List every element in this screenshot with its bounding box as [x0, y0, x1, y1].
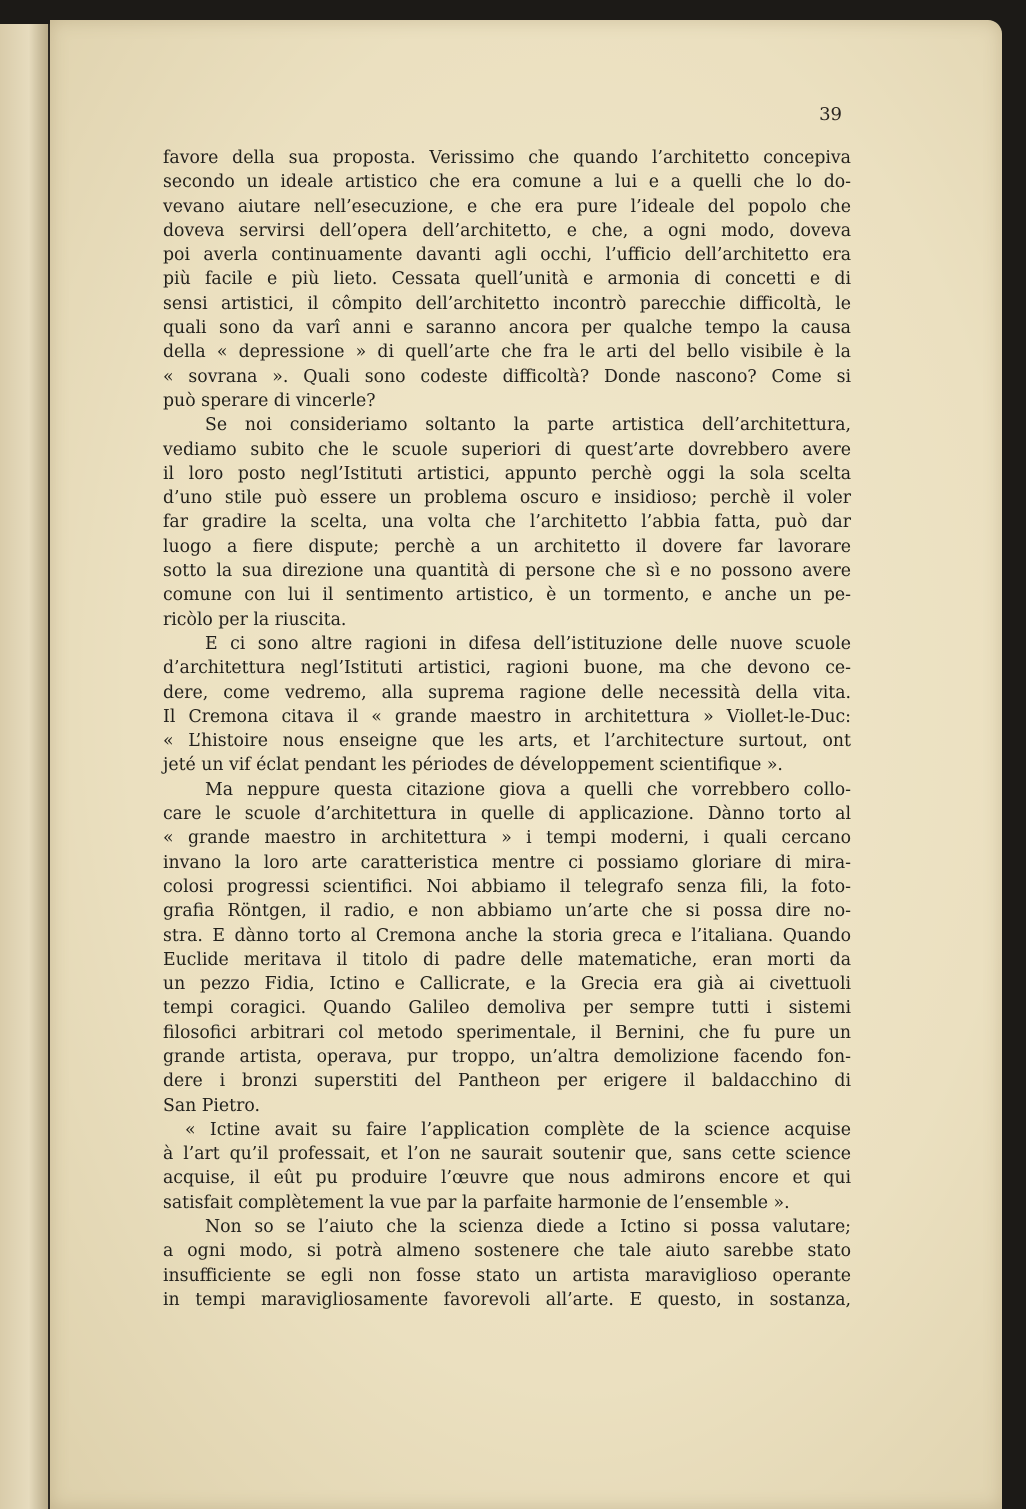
- text-line: dere, come vedremo, alla suprema ragione delle necessità della vita.: [163, 682, 851, 703]
- text-line: d’architettura negl’Istituti artistici, ragioni buone, ma che devono ce-: [163, 658, 851, 679]
- text-line: colosi progressi scientifici. Noi abbiamo il telegrafo senza fili, la foto-: [163, 876, 851, 897]
- text-line: comune con lui il sentimento artistico, è un tormento, e anche un pe-: [163, 585, 851, 606]
- text-line: in tempi maravigliosamente favorevoli all’arte. E questo, in sostanza,: [163, 1289, 851, 1310]
- text-line: quali sono da varî anni e saranno ancora per qualche tempo la causa: [163, 318, 851, 339]
- text-line: « L’histoire nous enseigne que les arts, et l’architecture surtout, ont: [163, 731, 851, 752]
- text-line: della « depressione » di quell’arte che fra le arti del bello visibile è la: [163, 342, 851, 363]
- text-line: luogo a fiere dispute; perchè a un architetto il dovere far lavorare: [163, 536, 851, 557]
- text-line: secondo un ideale artistico che era comune a lui e a quelli che lo do-: [163, 172, 851, 193]
- text-line: il loro posto negl’Istituti artistici, appunto perchè oggi la sola scelta: [163, 463, 851, 484]
- body-text: [163, 146, 851, 1312]
- text-line: dere i bronzi superstiti del Pantheon per erigere il baldacchino di: [163, 1071, 851, 1092]
- text-line: vevano aiutare nell’esecuzione, e che era pure l’ideale del popolo che: [163, 196, 851, 217]
- text-line: sotto la sua direzione una quantità di persone che sì e no possono avere: [163, 561, 851, 582]
- text-line: a ogni modo, si potrà almeno sostenere che tale aiuto sarebbe stato: [163, 1241, 851, 1262]
- left-page-edge: [0, 24, 50, 1509]
- text-line: Se noi consideriamo soltanto la parte artistica dell’architettura,: [205, 415, 851, 436]
- page-number: 39: [819, 104, 842, 125]
- text-line: doveva servirsi dell’opera dell’architetto, e che, a ogni modo, doveva: [163, 220, 851, 241]
- text-line: poi averla continuamente davanti agli occhi, l’ufficio dell’architetto era: [163, 245, 851, 266]
- text-line: à l’art qu’il professait, et l’on ne saurait soutenir que, sans cette science: [163, 1144, 851, 1165]
- text-line: stra. E dànno torto al Cremona anche la storia greca e l’italiana. Quando: [163, 925, 851, 946]
- text-line: vediamo subito che le scuole superiori di quest’arte dovrebbero avere: [163, 439, 851, 460]
- text-line: grande artista, operava, pur troppo, un’altra demolizione facendo fon-: [163, 1046, 851, 1067]
- text-line: « grande maestro in architettura » i tempi moderni, i quali cercano: [163, 828, 851, 849]
- text-line: E ci sono altre ragioni in difesa dell’istituzione delle nuove scuole: [205, 633, 851, 654]
- text-line: jeté un vif éclat pendant les périodes de développement scientifique ».: [163, 755, 783, 776]
- book-page: [50, 20, 1002, 1509]
- text-line: favore della sua proposta. Verissimo che quando l’architetto concepiva: [163, 148, 851, 168]
- text-line: « Ictine avait su faire l’application complète de la science acquise: [185, 1119, 851, 1140]
- text-line: acquise, il eût pu produire l’œuvre que nous admirons encore et qui: [163, 1168, 851, 1189]
- text-line: ricòlo per la riuscita.: [163, 609, 347, 630]
- text-line: insufficiente se egli non fosse stato un artista maraviglioso operante: [163, 1265, 851, 1286]
- text-line: Il Cremona citava il « grande maestro in architettura » Viollet-le-Duc:: [163, 706, 851, 727]
- text-line: « sovrana ». Quali sono codeste difficoltà? Donde nascono? Come si: [163, 366, 851, 387]
- text-line: San Pietro.: [163, 1095, 260, 1116]
- text-line: sensi artistici, il cômpito dell’architetto incontrò parecchie difficoltà, le: [163, 293, 851, 314]
- text-line: care le scuole d’architettura in quelle di applicazione. Dànno torto al: [163, 804, 851, 825]
- text-line: Ma neppure questa citazione giova a quelli che vorrebbero collo-: [205, 779, 851, 800]
- text-line: più facile e più lieto. Cessata quell’unità e armonia di concetti e di: [163, 269, 851, 290]
- text-line: grafia Röntgen, il radio, e non abbiamo un’arte che si possa dire no-: [163, 901, 851, 922]
- text-line: Euclide meritava il titolo di padre delle matematiche, eran morti da: [163, 949, 851, 970]
- text-line: satisfait complètement la vue par la parfaite harmonie de l’ensemble ».: [163, 1192, 790, 1213]
- text-line: un pezzo Fidia, Ictino e Callicrate, e la Grecia era già ai civettuoli: [163, 974, 851, 995]
- text-line: invano la loro arte caratteristica mentre ci possiamo gloriare di mira-: [163, 852, 851, 873]
- text-line: tempi coragici. Quando Galileo demoliva per sempre tutti i sistemi: [163, 998, 851, 1019]
- text-line: Non so se l’aiuto che la scienza diede a Ictino si possa valutare;: [205, 1217, 851, 1238]
- text-line: può sperare di vincerle?: [163, 390, 376, 411]
- text-line: filosofici arbitrari col metodo sperimentale, il Bernini, che fu pure un: [163, 1022, 851, 1043]
- text-line: d’uno stile può essere un problema oscuro e insidioso; perchè il voler: [163, 488, 851, 509]
- text-line: far gradire la scelta, una volta che l’architetto l’abbia fatta, può dar: [163, 512, 851, 533]
